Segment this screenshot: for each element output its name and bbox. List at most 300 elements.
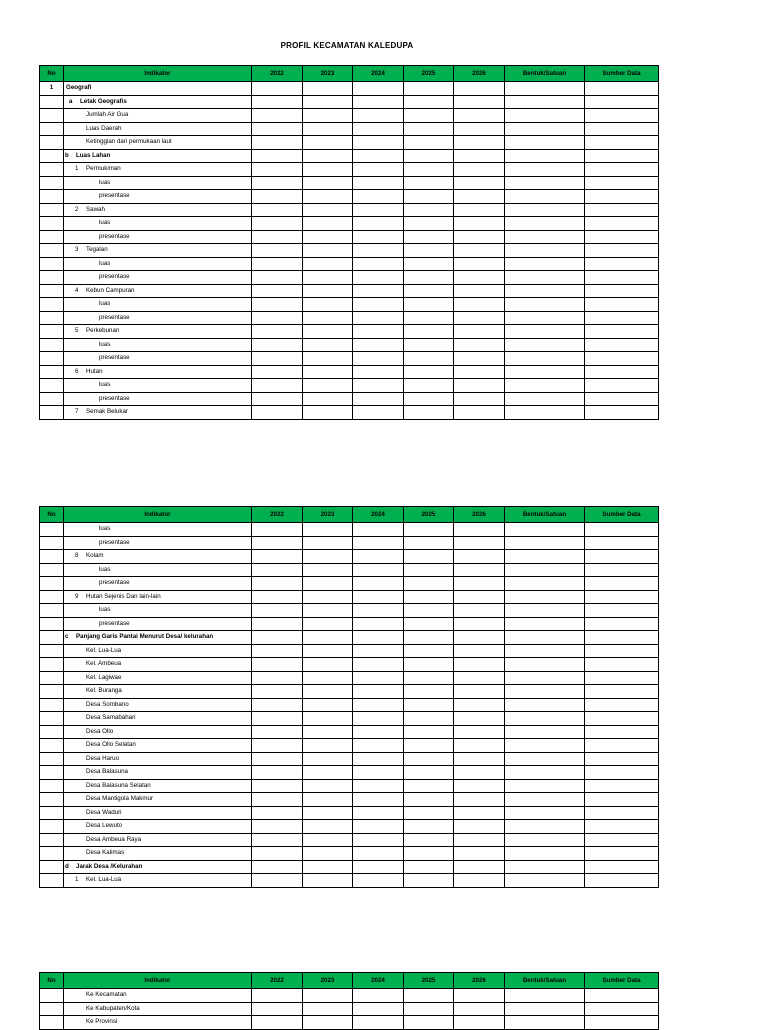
data-cell[interactable] [454,725,505,739]
data-cell[interactable] [303,752,353,766]
data-cell[interactable] [252,563,303,577]
data-cell[interactable] [353,725,404,739]
data-cell[interactable] [404,203,454,217]
data-cell[interactable] [252,658,303,672]
data-cell[interactable] [353,149,404,163]
data-cell[interactable] [585,217,659,231]
data-cell[interactable] [585,644,659,658]
data-cell[interactable] [454,298,505,312]
data-cell[interactable] [353,685,404,699]
data-cell[interactable] [505,217,585,231]
data-cell[interactable] [252,604,303,618]
data-cell[interactable] [353,833,404,847]
data-cell[interactable] [585,365,659,379]
data-cell[interactable] [505,833,585,847]
data-cell[interactable] [585,874,659,888]
data-cell[interactable] [353,365,404,379]
data-cell[interactable] [454,577,505,591]
data-cell[interactable] [454,536,505,550]
data-cell[interactable] [585,190,659,204]
data-cell[interactable] [505,752,585,766]
data-cell[interactable] [404,82,454,96]
data-cell[interactable] [353,806,404,820]
data-cell[interactable] [303,257,353,271]
data-cell[interactable] [505,766,585,780]
data-cell[interactable] [454,739,505,753]
data-cell[interactable] [303,1002,353,1016]
data-cell[interactable] [252,203,303,217]
data-cell[interactable] [353,766,404,780]
data-cell[interactable] [353,338,404,352]
data-cell[interactable] [303,284,353,298]
data-cell[interactable] [303,820,353,834]
data-cell[interactable] [454,95,505,109]
data-cell[interactable] [303,725,353,739]
data-cell[interactable] [585,698,659,712]
data-cell[interactable] [505,136,585,150]
data-cell[interactable] [353,163,404,177]
data-cell[interactable] [404,95,454,109]
data-cell[interactable] [505,725,585,739]
data-cell[interactable] [454,712,505,726]
data-cell[interactable] [353,284,404,298]
data-cell[interactable] [252,217,303,231]
data-cell[interactable] [404,698,454,712]
data-cell[interactable] [404,671,454,685]
data-cell[interactable] [505,352,585,366]
data-cell[interactable] [454,217,505,231]
data-cell[interactable] [454,523,505,537]
data-cell[interactable] [505,392,585,406]
data-cell[interactable] [303,806,353,820]
data-cell[interactable] [454,271,505,285]
data-cell[interactable] [404,766,454,780]
data-cell[interactable] [505,1016,585,1030]
data-cell[interactable] [353,644,404,658]
data-cell[interactable] [303,833,353,847]
data-cell[interactable] [585,712,659,726]
data-cell[interactable] [585,284,659,298]
data-cell[interactable] [404,604,454,618]
data-cell[interactable] [303,271,353,285]
data-cell[interactable] [454,149,505,163]
data-cell[interactable] [404,271,454,285]
data-cell[interactable] [404,230,454,244]
data-cell[interactable] [585,379,659,393]
data-cell[interactable] [454,338,505,352]
data-cell[interactable] [303,136,353,150]
data-cell[interactable] [353,109,404,123]
data-cell[interactable] [404,847,454,861]
data-cell[interactable] [454,244,505,258]
data-cell[interactable] [252,379,303,393]
data-cell[interactable] [454,793,505,807]
data-cell[interactable] [353,406,404,420]
data-cell[interactable] [303,311,353,325]
data-cell[interactable] [303,860,353,874]
data-cell[interactable] [404,644,454,658]
data-cell[interactable] [252,712,303,726]
data-cell[interactable] [252,365,303,379]
data-cell[interactable] [353,779,404,793]
data-cell[interactable] [404,122,454,136]
data-cell[interactable] [505,122,585,136]
data-cell[interactable] [505,230,585,244]
data-cell[interactable] [303,95,353,109]
data-cell[interactable] [353,631,404,645]
data-cell[interactable] [505,631,585,645]
data-cell[interactable] [353,190,404,204]
data-cell[interactable] [585,847,659,861]
data-cell[interactable] [505,311,585,325]
data-cell[interactable] [252,833,303,847]
data-cell[interactable] [303,874,353,888]
data-cell[interactable] [252,190,303,204]
data-cell[interactable] [585,671,659,685]
data-cell[interactable] [303,392,353,406]
data-cell[interactable] [303,793,353,807]
data-cell[interactable] [404,685,454,699]
data-cell[interactable] [404,244,454,258]
data-cell[interactable] [505,82,585,96]
data-cell[interactable] [454,671,505,685]
data-cell[interactable] [353,298,404,312]
data-cell[interactable] [404,1002,454,1016]
data-cell[interactable] [353,203,404,217]
data-cell[interactable] [454,563,505,577]
data-cell[interactable] [303,217,353,231]
data-cell[interactable] [404,217,454,231]
data-cell[interactable] [505,379,585,393]
data-cell[interactable] [303,190,353,204]
data-cell[interactable] [252,163,303,177]
data-cell[interactable] [303,365,353,379]
data-cell[interactable] [505,257,585,271]
data-cell[interactable] [252,874,303,888]
data-cell[interactable] [505,284,585,298]
data-cell[interactable] [585,352,659,366]
data-cell[interactable] [454,874,505,888]
data-cell[interactable] [404,752,454,766]
data-cell[interactable] [353,698,404,712]
data-cell[interactable] [454,1016,505,1030]
data-cell[interactable] [303,644,353,658]
data-cell[interactable] [404,793,454,807]
data-cell[interactable] [585,244,659,258]
data-cell[interactable] [252,149,303,163]
data-cell[interactable] [303,658,353,672]
data-cell[interactable] [505,365,585,379]
data-cell[interactable] [404,298,454,312]
data-cell[interactable] [404,284,454,298]
data-cell[interactable] [454,658,505,672]
data-cell[interactable] [353,352,404,366]
data-cell[interactable] [353,392,404,406]
data-cell[interactable] [454,82,505,96]
data-cell[interactable] [454,860,505,874]
data-cell[interactable] [252,284,303,298]
data-cell[interactable] [585,338,659,352]
data-cell[interactable] [353,671,404,685]
data-cell[interactable] [404,806,454,820]
data-cell[interactable] [505,244,585,258]
data-cell[interactable] [353,311,404,325]
data-cell[interactable] [252,644,303,658]
data-cell[interactable] [303,577,353,591]
data-cell[interactable] [353,577,404,591]
data-cell[interactable] [252,685,303,699]
data-cell[interactable] [252,725,303,739]
data-cell[interactable] [252,523,303,537]
data-cell[interactable] [505,1002,585,1016]
data-cell[interactable] [585,311,659,325]
data-cell[interactable] [454,617,505,631]
data-cell[interactable] [252,176,303,190]
data-cell[interactable] [585,725,659,739]
data-cell[interactable] [404,136,454,150]
data-cell[interactable] [505,860,585,874]
data-cell[interactable] [585,590,659,604]
data-cell[interactable] [585,577,659,591]
data-cell[interactable] [454,311,505,325]
data-cell[interactable] [252,617,303,631]
data-cell[interactable] [353,536,404,550]
data-cell[interactable] [585,989,659,1003]
data-cell[interactable] [404,833,454,847]
data-cell[interactable] [353,658,404,672]
data-cell[interactable] [404,874,454,888]
data-cell[interactable] [353,1016,404,1030]
data-cell[interactable] [353,523,404,537]
data-cell[interactable] [303,325,353,339]
data-cell[interactable] [505,847,585,861]
data-cell[interactable] [404,190,454,204]
data-cell[interactable] [505,109,585,123]
data-cell[interactable] [252,82,303,96]
data-cell[interactable] [252,550,303,564]
data-cell[interactable] [404,1016,454,1030]
data-cell[interactable] [505,712,585,726]
data-cell[interactable] [303,379,353,393]
data-cell[interactable] [454,1002,505,1016]
data-cell[interactable] [353,739,404,753]
data-cell[interactable] [353,820,404,834]
data-cell[interactable] [252,352,303,366]
data-cell[interactable] [303,176,353,190]
data-cell[interactable] [303,406,353,420]
data-cell[interactable] [252,392,303,406]
data-cell[interactable] [353,860,404,874]
data-cell[interactable] [353,752,404,766]
data-cell[interactable] [585,230,659,244]
data-cell[interactable] [303,739,353,753]
data-cell[interactable] [505,563,585,577]
data-cell[interactable] [404,311,454,325]
data-cell[interactable] [252,793,303,807]
data-cell[interactable] [303,230,353,244]
data-cell[interactable] [585,779,659,793]
data-cell[interactable] [404,338,454,352]
data-cell[interactable] [454,631,505,645]
data-cell[interactable] [404,590,454,604]
data-cell[interactable] [585,122,659,136]
data-cell[interactable] [585,604,659,618]
data-cell[interactable] [404,989,454,1003]
data-cell[interactable] [303,563,353,577]
data-cell[interactable] [454,325,505,339]
data-cell[interactable] [585,752,659,766]
data-cell[interactable] [454,406,505,420]
data-cell[interactable] [252,671,303,685]
data-cell[interactable] [585,1002,659,1016]
data-cell[interactable] [252,590,303,604]
data-cell[interactable] [353,325,404,339]
data-cell[interactable] [303,766,353,780]
data-cell[interactable] [252,847,303,861]
data-cell[interactable] [585,820,659,834]
data-cell[interactable] [585,536,659,550]
data-cell[interactable] [585,806,659,820]
data-cell[interactable] [252,989,303,1003]
data-cell[interactable] [404,392,454,406]
data-cell[interactable] [303,82,353,96]
data-cell[interactable] [585,176,659,190]
data-cell[interactable] [353,136,404,150]
data-cell[interactable] [585,550,659,564]
data-cell[interactable] [303,847,353,861]
data-cell[interactable] [585,203,659,217]
data-cell[interactable] [353,712,404,726]
data-cell[interactable] [454,190,505,204]
data-cell[interactable] [252,257,303,271]
data-cell[interactable] [252,95,303,109]
data-cell[interactable] [505,698,585,712]
data-cell[interactable] [454,698,505,712]
data-cell[interactable] [585,523,659,537]
data-cell[interactable] [303,244,353,258]
data-cell[interactable] [454,257,505,271]
data-cell[interactable] [505,536,585,550]
data-cell[interactable] [252,311,303,325]
data-cell[interactable] [252,806,303,820]
data-cell[interactable] [585,793,659,807]
data-cell[interactable] [505,325,585,339]
data-cell[interactable] [303,109,353,123]
data-cell[interactable] [585,833,659,847]
data-cell[interactable] [505,406,585,420]
data-cell[interactable] [303,149,353,163]
data-cell[interactable] [303,550,353,564]
data-cell[interactable] [303,617,353,631]
data-cell[interactable] [353,379,404,393]
data-cell[interactable] [585,298,659,312]
data-cell[interactable] [353,244,404,258]
data-cell[interactable] [303,122,353,136]
data-cell[interactable] [404,149,454,163]
data-cell[interactable] [585,325,659,339]
data-cell[interactable] [303,989,353,1003]
data-cell[interactable] [454,365,505,379]
data-cell[interactable] [585,392,659,406]
data-cell[interactable] [454,989,505,1003]
data-cell[interactable] [404,325,454,339]
data-cell[interactable] [454,163,505,177]
data-cell[interactable] [585,136,659,150]
data-cell[interactable] [252,766,303,780]
data-cell[interactable] [585,860,659,874]
data-cell[interactable] [505,604,585,618]
data-cell[interactable] [505,577,585,591]
data-cell[interactable] [252,698,303,712]
data-cell[interactable] [585,95,659,109]
data-cell[interactable] [454,109,505,123]
data-cell[interactable] [454,392,505,406]
data-cell[interactable] [353,793,404,807]
data-cell[interactable] [404,163,454,177]
data-cell[interactable] [353,176,404,190]
data-cell[interactable] [505,203,585,217]
data-cell[interactable] [585,658,659,672]
data-cell[interactable] [454,644,505,658]
data-cell[interactable] [404,860,454,874]
data-cell[interactable] [303,779,353,793]
data-cell[interactable] [404,523,454,537]
data-cell[interactable] [353,1002,404,1016]
data-cell[interactable] [303,631,353,645]
data-cell[interactable] [353,563,404,577]
data-cell[interactable] [585,685,659,699]
data-cell[interactable] [404,820,454,834]
data-cell[interactable] [585,271,659,285]
data-cell[interactable] [353,95,404,109]
data-cell[interactable] [303,203,353,217]
data-cell[interactable] [252,325,303,339]
data-cell[interactable] [404,109,454,123]
data-cell[interactable] [353,874,404,888]
data-cell[interactable] [585,739,659,753]
data-cell[interactable] [303,698,353,712]
data-cell[interactable] [252,338,303,352]
data-cell[interactable] [505,820,585,834]
data-cell[interactable] [505,989,585,1003]
data-cell[interactable] [454,833,505,847]
data-cell[interactable] [252,244,303,258]
data-cell[interactable] [505,806,585,820]
data-cell[interactable] [252,406,303,420]
data-cell[interactable] [353,550,404,564]
data-cell[interactable] [585,766,659,780]
data-cell[interactable] [585,1016,659,1030]
data-cell[interactable] [252,860,303,874]
data-cell[interactable] [454,230,505,244]
data-cell[interactable] [454,550,505,564]
data-cell[interactable] [454,136,505,150]
data-cell[interactable] [252,230,303,244]
data-cell[interactable] [454,806,505,820]
data-cell[interactable] [505,793,585,807]
data-cell[interactable] [303,298,353,312]
data-cell[interactable] [454,752,505,766]
data-cell[interactable] [585,631,659,645]
data-cell[interactable] [252,271,303,285]
data-cell[interactable] [404,563,454,577]
data-cell[interactable] [454,590,505,604]
data-cell[interactable] [454,122,505,136]
data-cell[interactable] [303,712,353,726]
data-cell[interactable] [353,217,404,231]
data-cell[interactable] [353,230,404,244]
data-cell[interactable] [505,190,585,204]
